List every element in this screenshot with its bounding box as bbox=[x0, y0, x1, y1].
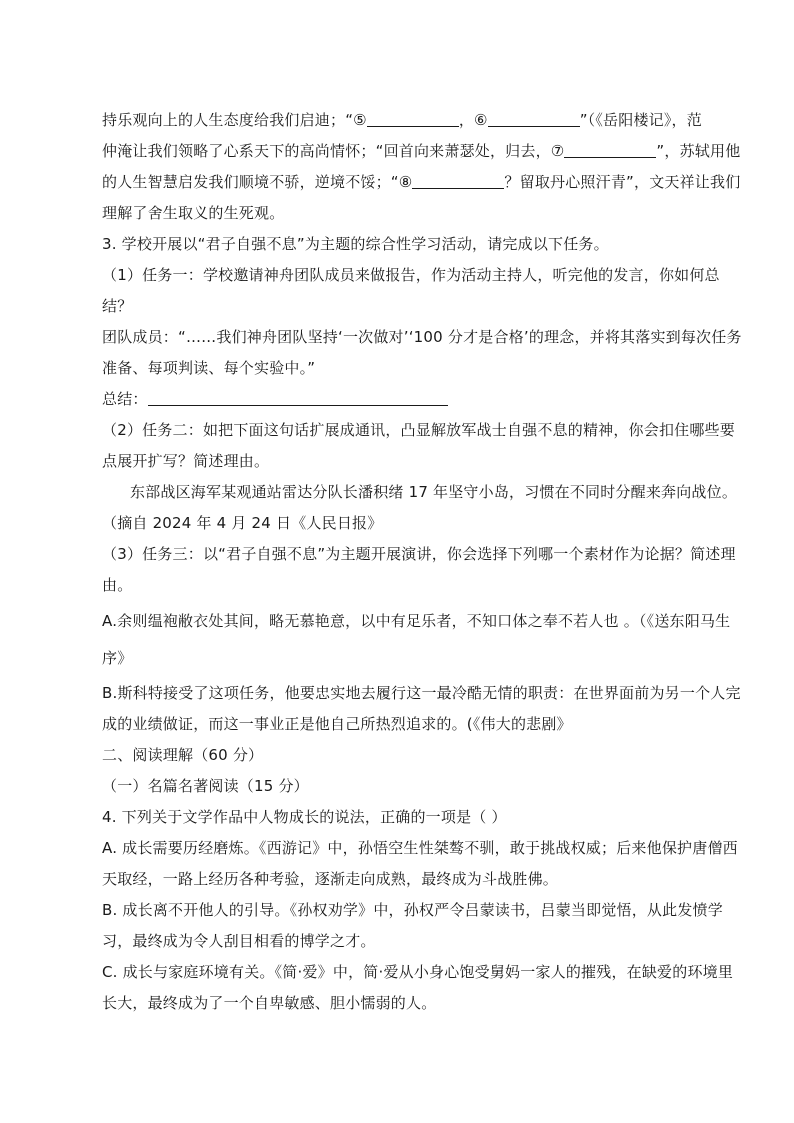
q3-member-line1: 团队成员：“……我们神舟团队坚持‘一次做对’‘100 分才是合格’的理念，并将其落实到每次任务 bbox=[102, 328, 742, 346]
answer-blank-5[interactable] bbox=[367, 110, 459, 127]
text: 仲淹让我们领略了心系天下的高尚情怀；“回首向来萧瑟处，归去，⑦ bbox=[102, 142, 565, 160]
q3-task2-line2: 点展开扩写？简述理由。 bbox=[102, 452, 270, 470]
q3-option-b-line2: 成的业绩做证，而这一事业正是他自己所热烈追求的。(《伟大的悲剧》 bbox=[102, 715, 572, 733]
sub-section-heading: （一）名篇名著阅读（15 分） bbox=[102, 777, 309, 795]
text: 持乐观向上的人生态度给我们启迪；“⑤ bbox=[102, 111, 367, 129]
q3-option-a-line2: 序》 bbox=[102, 649, 133, 667]
q3-news-source: （摘自 2024 年 4 月 24 日《人民日报》 bbox=[102, 514, 383, 532]
summary-answer-blank[interactable] bbox=[148, 389, 448, 406]
q3-task1-line1: （1）任务一：学校邀请神舟团队成员来做报告，作为活动主持人，听完他的发言，你如何总 bbox=[102, 266, 720, 284]
answer-blank-8[interactable] bbox=[412, 172, 504, 189]
q3-task1-line2: 结？ bbox=[102, 297, 133, 315]
text: 的人生智慧启发我们顺境不骄，逆境不馁；“⑧ bbox=[102, 173, 413, 191]
q4-stem: 4. 下列关于文学作品中人物成长的说法，正确的一项是（ ） bbox=[102, 808, 507, 826]
text: ”（《岳阳楼记》，范 bbox=[579, 111, 702, 129]
q4-option-b-line2: 习，最终成为令人刮目相看的博学之才。 bbox=[102, 932, 376, 950]
q3-summary-line bbox=[102, 389, 702, 409]
q3-task3-line2: 由。 bbox=[102, 576, 133, 594]
section-heading: 二、阅读理解（60 分） bbox=[102, 746, 264, 764]
q4-option-a-line1: A. 成长需要历经磨炼。《西游记》中，孙悟空生性桀骜不驯，敢于挑战权威；后来他保护唐僧西 bbox=[102, 839, 738, 857]
poem-line-2 bbox=[102, 141, 741, 161]
poem-line-3 bbox=[102, 172, 741, 192]
q3-option-b-line1: B.斯科特接受了这项任务，他要忠实地去履行这一最冷酷无情的职责：在世界面前为另一个人完 bbox=[102, 684, 741, 702]
poem-line-1 bbox=[102, 110, 702, 130]
q4-option-c-line2: 长大，最终成为了一个自卑敏感、胆小懦弱的人。 bbox=[102, 994, 437, 1012]
answer-blank-7[interactable] bbox=[564, 141, 656, 158]
text: ？留取丹心照汗青”，文天祥让我们 bbox=[504, 173, 741, 191]
q3-task3-line1: （3）任务三：以“君子自强不息”为主题开展演讲，你会选择下列哪一个素材作为论据？简述理 bbox=[102, 545, 736, 563]
q3-intro: 3. 学校开展以“君子自强不息”为主题的综合性学习活动，请完成以下任务。 bbox=[102, 235, 609, 253]
q4-option-b-line1: B. 成长离不开他人的引导。《孙权劝学》中，孙权严令吕蒙读书，吕蒙当即觉悟，从此发愤学 bbox=[102, 901, 723, 919]
poem-line-4: 理解了舍生取义的生死观。 bbox=[102, 204, 285, 222]
q3-option-a-line1: A.余则缊袍敝衣处其间，略无慕艳意，以中有足乐者，不知口体之奉不若人也 。（《送东阳马生 bbox=[102, 612, 731, 630]
answer-blank-6[interactable] bbox=[488, 110, 580, 127]
q3-member-line2: 准备、每项判读、每个实验中。” bbox=[102, 359, 316, 377]
q3-task2-line1: （2）任务二：如把下面这句话扩展成通讯，凸显解放军战士自强不息的精神，你会扣住哪些要 bbox=[102, 421, 735, 439]
q4-option-c-line1: C. 成长与家庭环境有关。《简·爱》中，简·爱从小身心饱受舅妈一家人的摧残，在缺爱的环境里 bbox=[102, 963, 734, 981]
q3-news-line: 东部战区海军某观通站雷达分队长潘积绪 17 年坚守小岛，习惯在不同时分醒来奔向战位。 bbox=[130, 483, 738, 501]
text: ”，苏轼用他 bbox=[656, 142, 741, 160]
summary-label: 总结： bbox=[102, 390, 148, 408]
text: ，⑥ bbox=[458, 111, 488, 129]
q4-option-a-line2: 天取经，一路上经历各种考验，逐渐走向成熟，最终成为斗战胜佛。 bbox=[102, 870, 559, 888]
